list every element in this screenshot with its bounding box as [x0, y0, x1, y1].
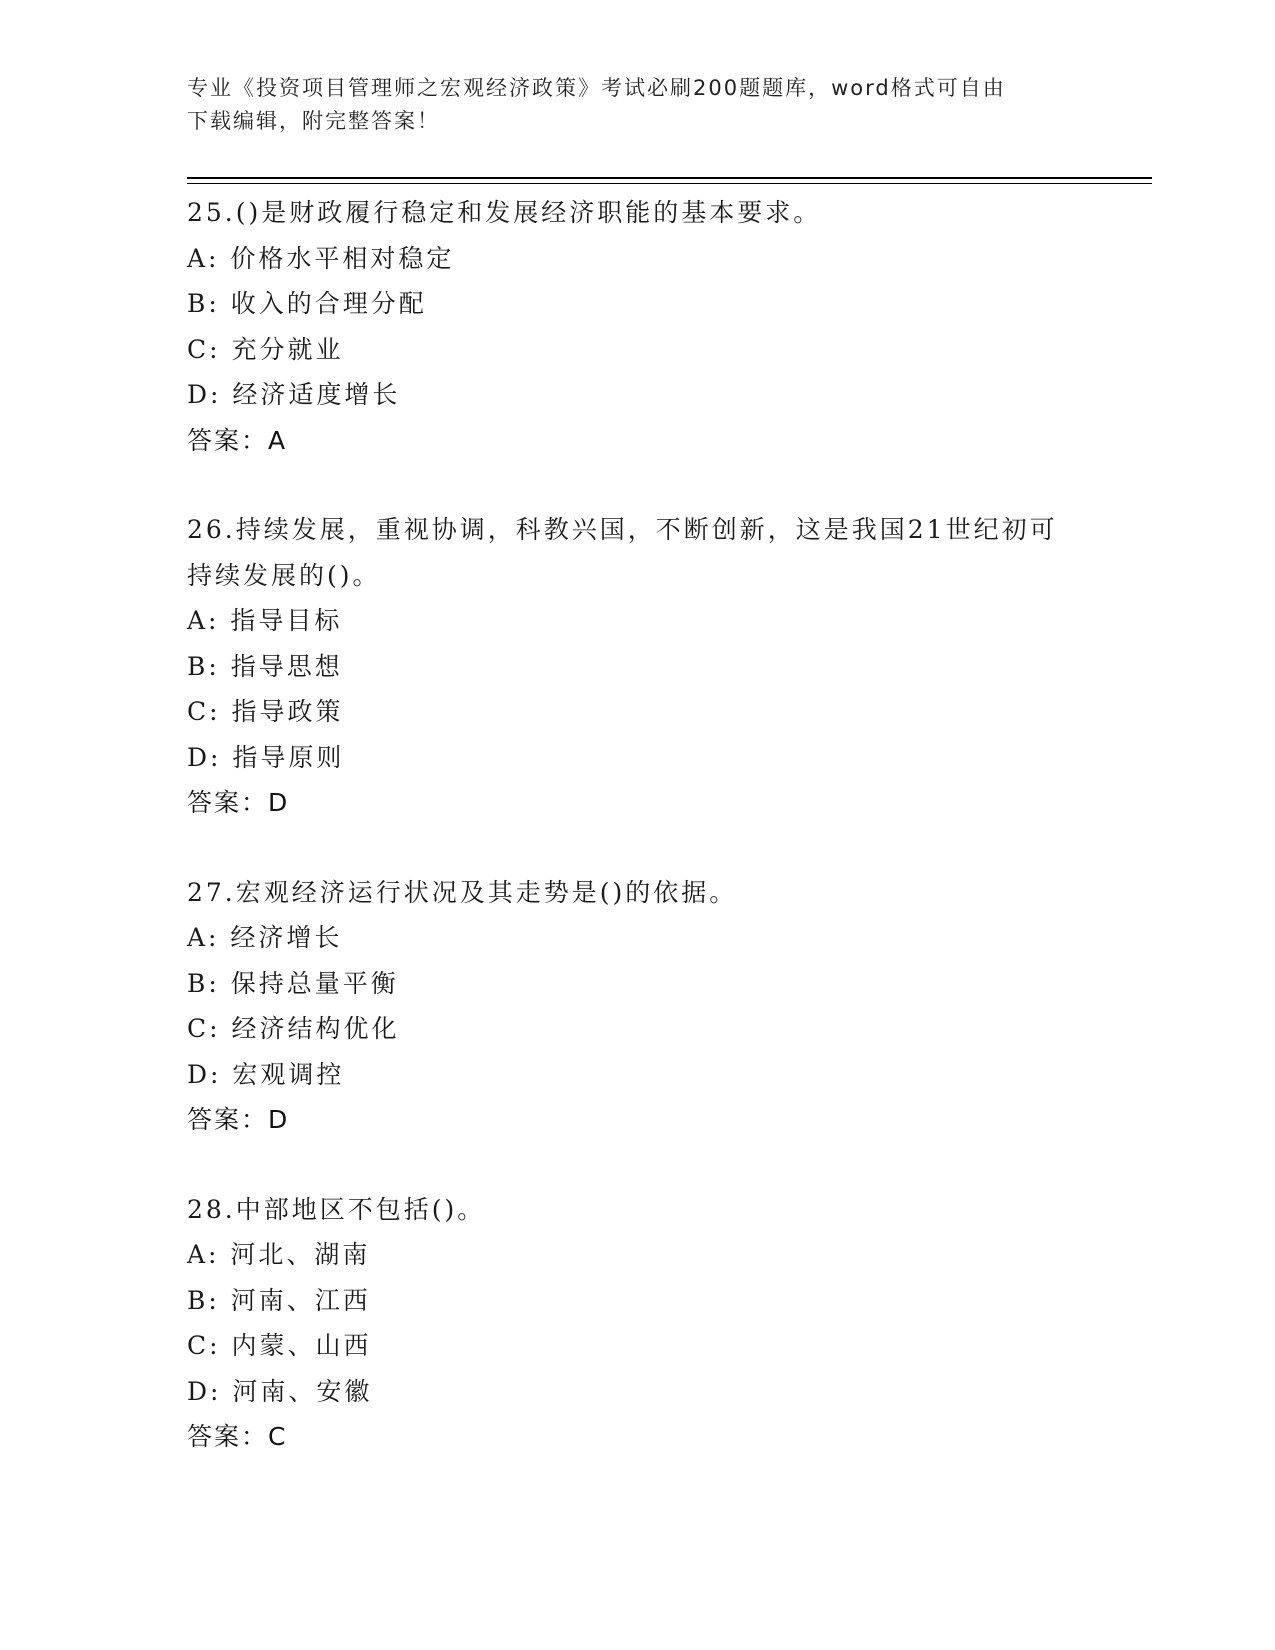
- option-a: A: 经济增长: [187, 923, 343, 952]
- answer-label: 答案：D: [187, 788, 290, 817]
- answer-label: 答案：D: [187, 1105, 290, 1134]
- question-27: [187, 870, 1087, 1143]
- option-d: D: 指导原则: [187, 742, 345, 772]
- question-stem: 25.()是财政履行稳定和发展经济职能的基本要求。: [187, 198, 822, 227]
- option-b: B: 保持总量平衡: [187, 968, 399, 998]
- option-d: D: 河南、安徽: [187, 1376, 373, 1406]
- option-a: A: 价格水平相对稳定: [187, 243, 455, 273]
- option-c: C: 经济结构优化: [187, 1014, 400, 1043]
- document-header: [187, 72, 1067, 138]
- answer-label: 答案：A: [187, 425, 288, 455]
- question-26: [187, 507, 1087, 826]
- option-b: B: 收入的合理分配: [187, 289, 427, 318]
- question-stem: 27.宏观经济运行状况及其走势是()的依据。: [187, 877, 738, 907]
- option-d: D: 经济适度增长: [187, 380, 401, 409]
- question-28: [187, 1187, 1087, 1460]
- option-b: B: 指导思想: [187, 651, 343, 681]
- header-line-2: 下载编辑，附完整答案！: [187, 109, 440, 133]
- header-divider-thin: [187, 183, 1152, 184]
- answer-label: 答案：C: [187, 1422, 288, 1451]
- option-d: D: 宏观调控: [187, 1059, 345, 1089]
- option-c: C: 充分就业: [187, 334, 344, 364]
- option-a: A: 指导目标: [187, 606, 343, 635]
- question-stem: 26.持续发展，重视协调，科教兴国，不断创新，这是我国21世纪初可持续发展的()。: [187, 515, 1058, 590]
- question-list: [187, 190, 1087, 1504]
- option-c: C: 内蒙、山西: [187, 1331, 372, 1360]
- header-divider-thick: [187, 177, 1152, 179]
- option-c: C: 指导政策: [187, 697, 344, 726]
- option-b: B: 河南、江西: [187, 1285, 371, 1315]
- question-25: [187, 190, 1087, 463]
- option-a: A: 河北、湖南: [187, 1240, 371, 1269]
- header-line-1: 专业《投资项目管理师之宏观经济政策》考试必刷200题题库，word格式可自由: [187, 76, 1006, 100]
- question-stem: 28.中部地区不包括()。: [187, 1194, 486, 1224]
